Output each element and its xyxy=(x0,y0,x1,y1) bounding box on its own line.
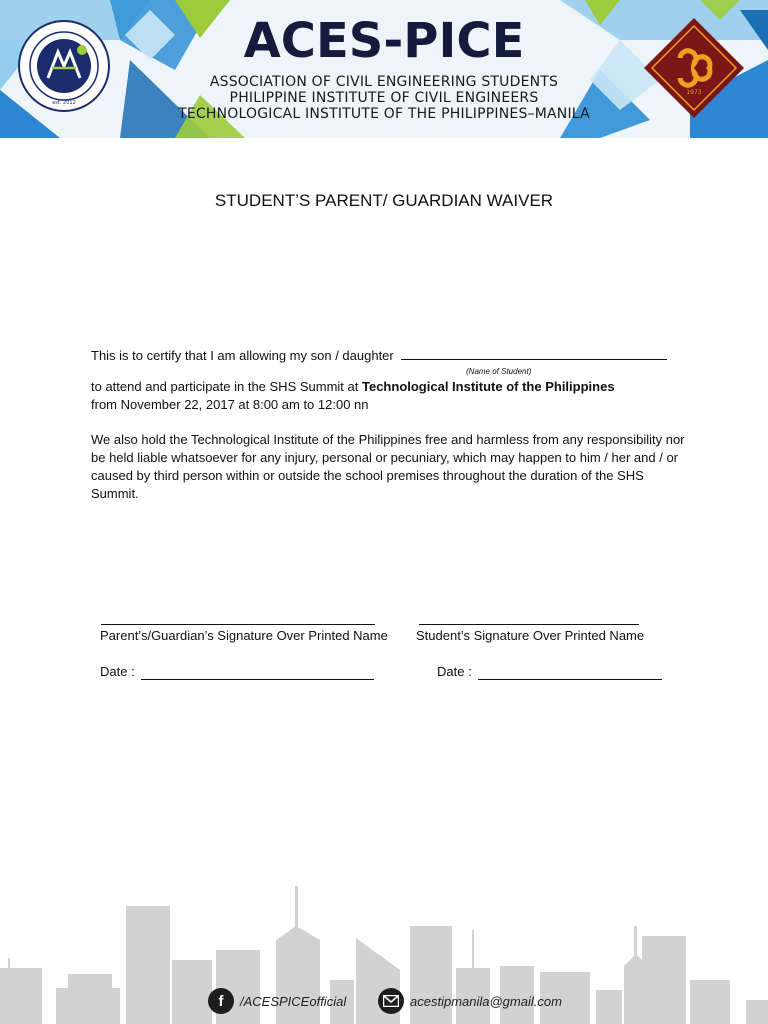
attend-line xyxy=(91,378,615,396)
student-signature-label: Student’s Signature Over Printed Name xyxy=(416,628,645,643)
attend-text: to attend and participate in the SHS Summit at xyxy=(91,379,359,394)
parent-date-label: Date : xyxy=(100,664,135,679)
date-time-line: from November 22, 2017 at 8:00 am to 12:00 nn xyxy=(91,397,369,412)
institution-name: Technological Institute of the Philippines xyxy=(362,379,615,394)
svg-text:1973: 1973 xyxy=(686,89,702,96)
student-date-label: Date : xyxy=(437,664,472,679)
parent-signature-label: Parent’s/Guardian’s Signature Over Printed Name xyxy=(100,628,388,643)
student-date-line xyxy=(478,679,662,680)
certify-text: This is to certify that I am allowing my son / daughter xyxy=(91,348,394,363)
document-title: STUDENT’S PARENT/ GUARDIAN WAIVER xyxy=(214,191,554,210)
pice-logo xyxy=(640,14,748,122)
facebook-handle: /ACESPICEofficial xyxy=(240,993,347,1009)
parent-signature-line xyxy=(101,624,375,625)
parent-date-line xyxy=(141,679,374,680)
certify-line xyxy=(91,347,667,365)
footer-facebook[interactable] xyxy=(208,986,346,1016)
footer-email[interactable] xyxy=(378,986,562,1016)
waiver-paragraph: We also hold the Technological Institute of the Philippines free and harmless from any responsibility nor be held liable whatsoever for any injury, personal or pecuniary, which may happen to him / her and / or caused by third person within or outside the school premises throughout the duration of the SHS Summit. xyxy=(91,432,685,501)
org-line-1: ASSOCIATION OF CIVIL ENGINEERING STUDENTS xyxy=(209,74,559,90)
student-name-blank xyxy=(401,347,667,360)
facebook-icon: f xyxy=(208,988,234,1014)
org-title: ACES-PICE xyxy=(243,13,525,69)
org-line-2: PHILIPPINE INSTITUTE OF CIVIL ENGINEERS xyxy=(229,90,539,106)
mail-icon xyxy=(378,988,404,1014)
header-banner xyxy=(0,0,768,138)
svg-text:est. 2012: est. 2012 xyxy=(52,100,76,106)
name-of-student-note: (Name of Student) xyxy=(466,367,532,376)
org-line-3: TECHNOLOGICAL INSTITUTE OF THE PHILIPPINES–MANILA xyxy=(178,106,590,122)
student-signature-line xyxy=(419,624,639,625)
email-address: acestipmanila@gmail.com xyxy=(410,993,562,1009)
